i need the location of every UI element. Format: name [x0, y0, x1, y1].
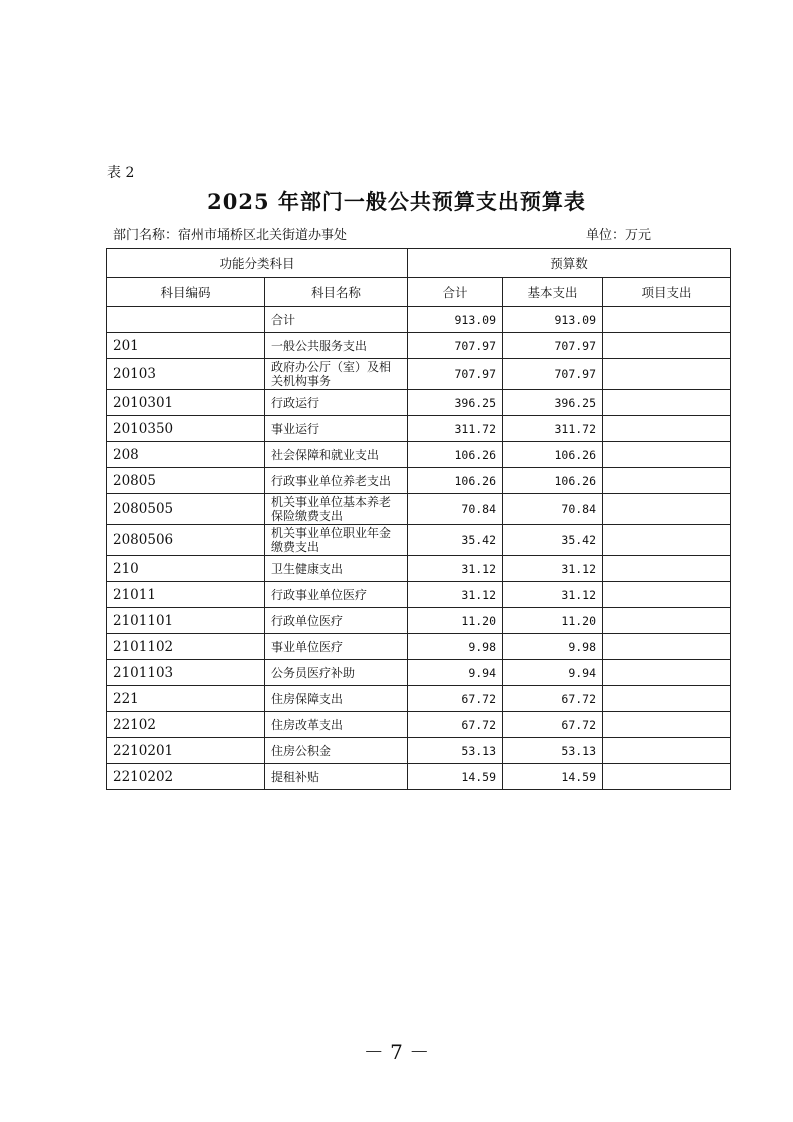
cell-code: 2210202 [107, 764, 265, 790]
cell-name: 住房改革支出 [265, 712, 408, 738]
cell-code: 2010350 [107, 416, 265, 442]
header-basic: 基本支出 [503, 278, 603, 307]
cell-code: 20103 [107, 359, 265, 390]
cell-total: 311.72 [408, 416, 503, 442]
cell-basic: 106.26 [503, 442, 603, 468]
cell-name: 提租补贴 [265, 764, 408, 790]
cell-name: 机关事业单位职业年金缴费支出 [265, 525, 408, 556]
cell-basic: 106.26 [503, 468, 603, 494]
table-row [107, 686, 731, 712]
cell-name: 社会保障和就业支出 [265, 442, 408, 468]
cell-total: 9.98 [408, 634, 503, 660]
cell-name: 住房公积金 [265, 738, 408, 764]
cell-basic: 11.20 [503, 608, 603, 634]
cell-total: 31.12 [408, 556, 503, 582]
cell-project [603, 333, 731, 359]
cell-code: 2080506 [107, 525, 265, 556]
table-row [107, 494, 731, 525]
cell-project [603, 764, 731, 790]
table-row [107, 738, 731, 764]
header-function-classification: 功能分类科目 [107, 249, 408, 278]
table-row [107, 468, 731, 494]
table-body [107, 307, 731, 790]
cell-name: 事业单位医疗 [265, 634, 408, 660]
cell-name: 公务员医疗补助 [265, 660, 408, 686]
cell-total: 9.94 [408, 660, 503, 686]
cell-code: 2101103 [107, 660, 265, 686]
cell-project [603, 660, 731, 686]
cell-basic: 70.84 [503, 494, 603, 525]
cell-code: 22102 [107, 712, 265, 738]
cell-basic: 53.13 [503, 738, 603, 764]
cell-basic: 67.72 [503, 712, 603, 738]
cell-code: 20805 [107, 468, 265, 494]
cell-project [603, 686, 731, 712]
cell-basic: 31.12 [503, 582, 603, 608]
cell-total: 11.20 [408, 608, 503, 634]
cell-project [603, 307, 731, 333]
cell-code [107, 307, 265, 333]
cell-name: 机关事业单位基本养老保险缴费支出 [265, 494, 408, 525]
cell-total: 67.72 [408, 686, 503, 712]
cell-project [603, 390, 731, 416]
cell-name: 事业运行 [265, 416, 408, 442]
table-row [107, 359, 731, 390]
cell-project [603, 525, 731, 556]
header-total: 合计 [408, 278, 503, 307]
cell-name: 一般公共服务支出 [265, 333, 408, 359]
cell-name: 住房保障支出 [265, 686, 408, 712]
header-project: 项目支出 [603, 278, 731, 307]
cell-basic: 67.72 [503, 686, 603, 712]
page-number: － 7 － [363, 1040, 430, 1064]
table-row [107, 525, 731, 556]
cell-project [603, 608, 731, 634]
cell-name: 行政事业单位医疗 [265, 582, 408, 608]
cell-project [603, 738, 731, 764]
table-row [107, 712, 731, 738]
header-code: 科目编码 [107, 278, 265, 307]
table-row [107, 333, 731, 359]
cell-total: 106.26 [408, 468, 503, 494]
cell-basic: 14.59 [503, 764, 603, 790]
table-row [107, 608, 731, 634]
cell-project [603, 634, 731, 660]
cell-total: 14.59 [408, 764, 503, 790]
cell-project [603, 442, 731, 468]
cell-name: 行政运行 [265, 390, 408, 416]
cell-basic: 311.72 [503, 416, 603, 442]
cell-basic: 707.97 [503, 333, 603, 359]
cell-code: 2010301 [107, 390, 265, 416]
cell-code: 208 [107, 442, 265, 468]
cell-basic: 707.97 [503, 359, 603, 390]
budget-table [106, 248, 731, 790]
cell-total: 707.97 [408, 359, 503, 390]
cell-project [603, 416, 731, 442]
cell-total: 35.42 [408, 525, 503, 556]
cell-project [603, 556, 731, 582]
department-name: 部门名称：宿州市埇桥区北关街道办事处 [113, 228, 348, 243]
table-row [107, 416, 731, 442]
table-row [107, 556, 731, 582]
cell-basic: 913.09 [503, 307, 603, 333]
cell-code: 2101101 [107, 608, 265, 634]
cell-total: 67.72 [408, 712, 503, 738]
cell-total: 396.25 [408, 390, 503, 416]
cell-code: 21011 [107, 582, 265, 608]
cell-basic: 35.42 [503, 525, 603, 556]
cell-name: 卫生健康支出 [265, 556, 408, 582]
cell-name: 行政事业单位养老支出 [265, 468, 408, 494]
table-label: 表 2 [107, 165, 135, 181]
cell-basic: 31.12 [503, 556, 603, 582]
table-row [107, 764, 731, 790]
cell-total: 53.13 [408, 738, 503, 764]
cell-name: 行政单位医疗 [265, 608, 408, 634]
cell-name: 合计 [265, 307, 408, 333]
cell-basic: 9.94 [503, 660, 603, 686]
cell-total: 31.12 [408, 582, 503, 608]
cell-code: 210 [107, 556, 265, 582]
table-row [107, 307, 731, 333]
table-row [107, 582, 731, 608]
header-budget-amount: 预算数 [408, 249, 731, 278]
cell-total: 70.84 [408, 494, 503, 525]
cell-code: 2210201 [107, 738, 265, 764]
document-title: 2025 年部门一般公共预算支出预算表 [207, 189, 586, 214]
cell-code: 2101102 [107, 634, 265, 660]
cell-project [603, 582, 731, 608]
header-name: 科目名称 [265, 278, 408, 307]
cell-project [603, 468, 731, 494]
table-row [107, 442, 731, 468]
cell-code: 2080505 [107, 494, 265, 525]
cell-basic: 396.25 [503, 390, 603, 416]
cell-code: 201 [107, 333, 265, 359]
cell-total: 707.97 [408, 333, 503, 359]
cell-total: 913.09 [408, 307, 503, 333]
cell-basic: 9.98 [503, 634, 603, 660]
cell-code: 221 [107, 686, 265, 712]
table-row [107, 634, 731, 660]
cell-project [603, 359, 731, 390]
table-row [107, 390, 731, 416]
cell-project [603, 494, 731, 525]
table-row [107, 660, 731, 686]
cell-name: 政府办公厅（室）及相关机构事务 [265, 359, 408, 390]
cell-project [603, 712, 731, 738]
unit-label: 单位：万元 [586, 228, 652, 243]
cell-total: 106.26 [408, 442, 503, 468]
